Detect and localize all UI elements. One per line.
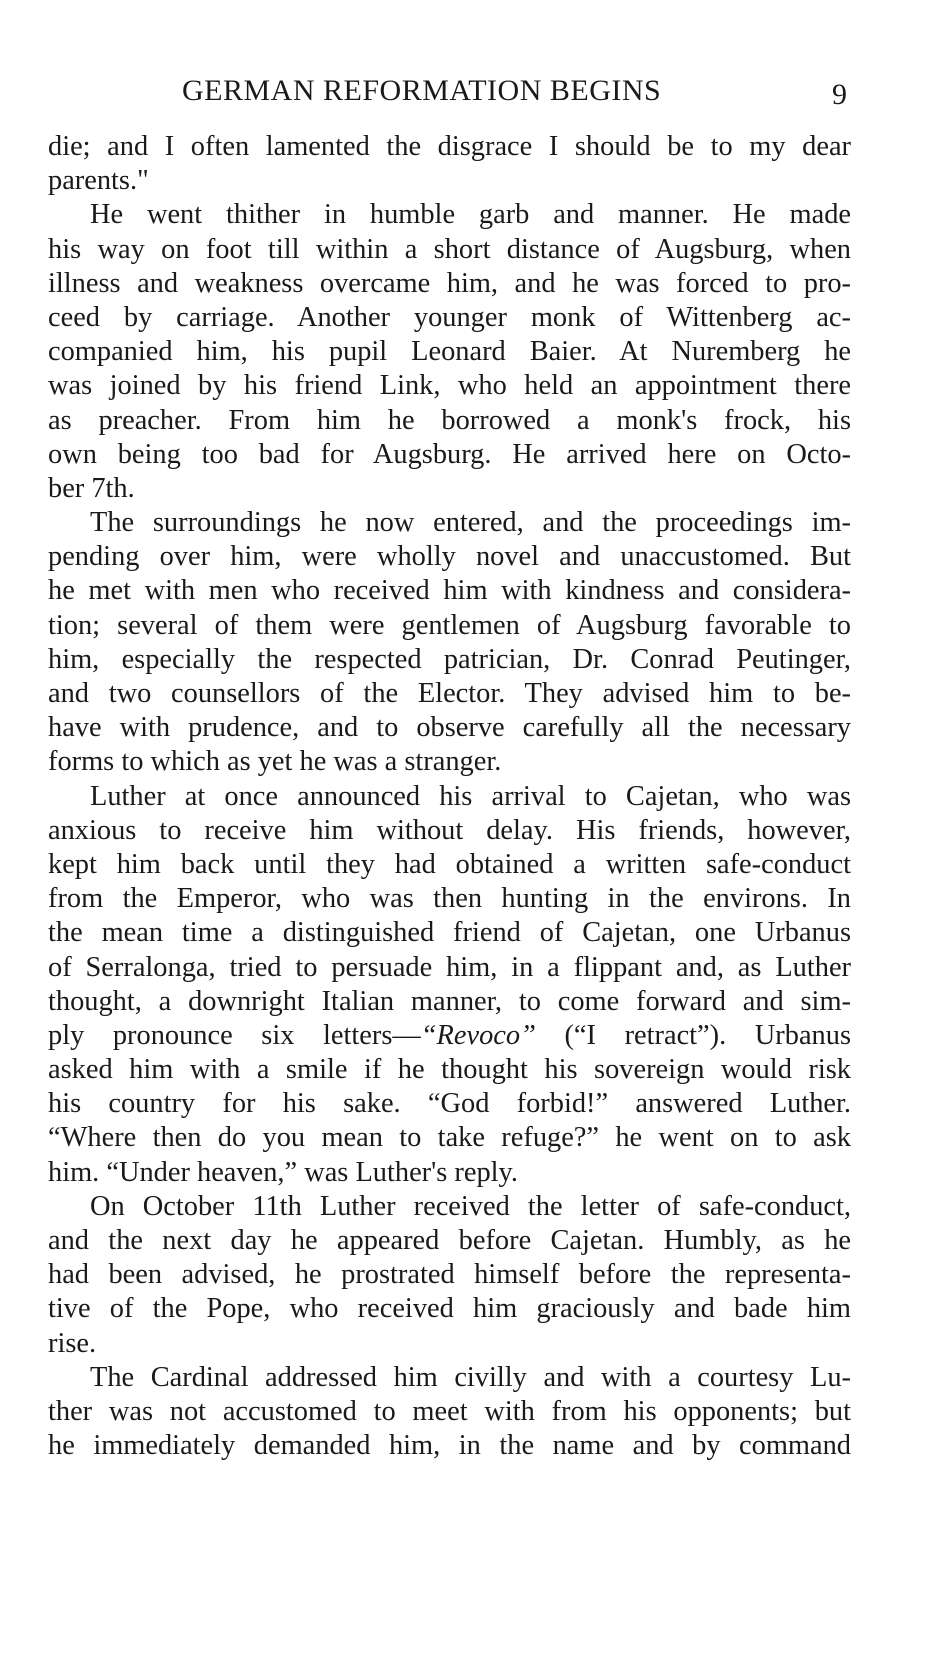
text-line: die; and I often lamented the disgrace I should be to my dear [48, 131, 851, 162]
line-segment: (“I retract”). Urbanus [535, 1019, 851, 1051]
body-text [48, 130, 851, 1463]
text-line: as preacher. From him he borrowed a monk's frock, his [48, 404, 851, 436]
text-line: of Serralonga, tried to persuade him, in a flippant and, as Luther [48, 951, 851, 983]
text-line: thought, a downright Italian manner, to come forward and sim- [48, 985, 851, 1017]
text-line: he immediately demanded him, in the name and by command [48, 1430, 851, 1462]
text-line: his country for his sake. “God forbid!” answered Luther. [48, 1088, 851, 1120]
text-line: him. “Under heaven,” was Luther's reply. [48, 1156, 518, 1188]
text-line: companied him, his pupil Leonard Baier. At Nuremberg he [48, 336, 851, 368]
text-line: from the Emperor, who was then hunting in the environs. In [48, 883, 851, 915]
paragraph-first-line: The Cardinal addressed him civilly and with a courtesy Lu- [90, 1361, 851, 1393]
text-line: and the next day he appeared before Cajetan. Humbly, as he [48, 1225, 851, 1256]
text-line: forms to which as yet he was a stranger. [48, 746, 502, 778]
text-line: him, especially the respected patrician, Dr. Conrad Peutinger, [48, 643, 851, 675]
text-line: have with prudence, and to observe carefully all the necessary [48, 712, 851, 744]
text-line: asked him with a smile if he thought his sovereign would risk [48, 1054, 851, 1086]
text-line: the mean time a distinguished friend of Cajetan, one Urbanus [48, 917, 851, 949]
paragraph-first-line: Luther at once announced his arrival to Cajetan, who was [90, 780, 851, 812]
text-line: and two counsellors of the Elector. They advised him to be- [48, 678, 851, 709]
text-line: his way on foot till within a short distance of Augsburg, when [48, 233, 851, 265]
text-line: anxious to receive him without delay. His friends, however, [48, 814, 851, 846]
text-line: ther was not accustomed to meet with from his opponents; but [48, 1395, 851, 1427]
text-line: was joined by his friend Link, who held an appointment there [48, 370, 851, 402]
text-line: ceed by carriage. Another younger monk of Wittenberg ac- [48, 301, 851, 333]
line-segment: ply pronounce six letters— [48, 1019, 421, 1051]
text-line: kept him back until they had obtained a written safe-conduct [48, 848, 851, 880]
paragraph-first-line: He went thither in humble garb and manner. He made [90, 199, 851, 231]
text-line: illness and weakness overcame him, and he was forced to pro- [48, 267, 851, 299]
text-line: had been advised, he prostrated himself before the representa- [48, 1259, 851, 1291]
text-line: ber 7th. [48, 472, 135, 504]
italic-term-revoco: “Revoco” [420, 1019, 536, 1051]
text-line: own being too bad for Augsburg. He arrived here on Octo- [48, 438, 851, 470]
text-line: parents." [48, 165, 149, 197]
text-line: tive of the Pope, who received him graciously and bade him [48, 1293, 851, 1325]
text-line: tion; several of them were gentlemen of Augsburg favorable to [48, 609, 851, 641]
running-head-title: GERMAN REFORMATION BEGINS [182, 74, 662, 107]
text-line: pending over him, were wholly novel and unaccustomed. But [48, 541, 851, 573]
page-number: 9 [832, 78, 847, 111]
text-line: rise. [48, 1327, 97, 1359]
text-line: “Where then do you mean to take refuge?” he went on to ask [48, 1122, 851, 1154]
paragraph-first-line: The surroundings he now entered, and the proceedings im- [90, 507, 851, 539]
text-line: he met with men who received him with kindness and considera- [48, 575, 851, 607]
paragraph-first-line: On October 11th Luther received the letter of safe-conduct, [90, 1190, 851, 1222]
text-line-with-italic [48, 1019, 851, 1053]
